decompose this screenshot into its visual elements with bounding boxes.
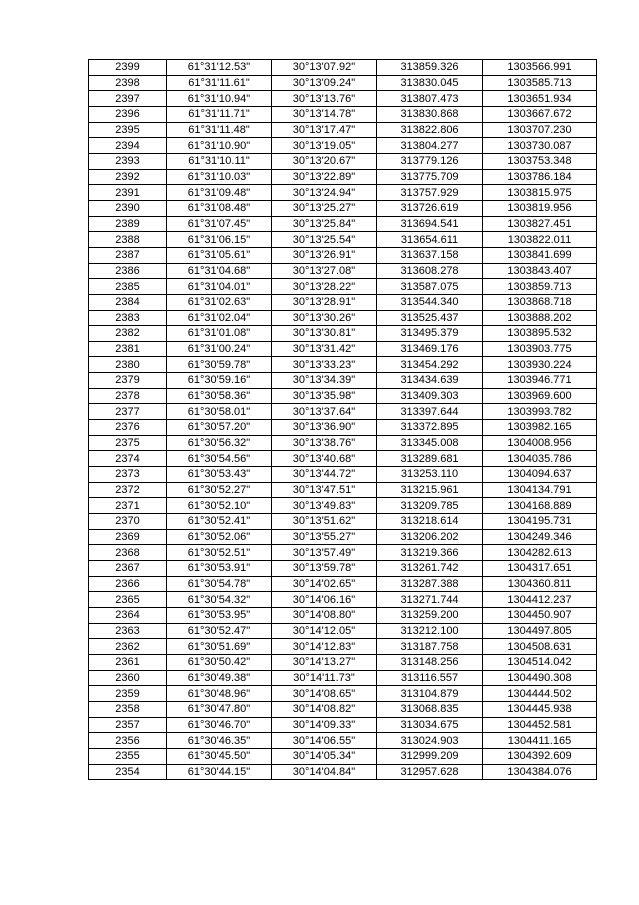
latitude-cell: 61°30'54.32" bbox=[167, 592, 272, 608]
point-number-cell: 2388 bbox=[89, 232, 167, 248]
longitude-cell: 30°14'08.65" bbox=[272, 686, 377, 702]
latitude-cell: 61°30'58.01" bbox=[167, 404, 272, 420]
point-number-cell: 2389 bbox=[89, 216, 167, 232]
longitude-cell: 30°13'31.42" bbox=[272, 341, 377, 357]
latitude-cell: 61°31'04.68" bbox=[167, 263, 272, 279]
point-number-cell: 2359 bbox=[89, 686, 167, 702]
y-coordinate-cell: 1303585.713 bbox=[483, 75, 597, 91]
point-number-cell: 2396 bbox=[89, 106, 167, 122]
y-coordinate-cell: 1304452.581 bbox=[483, 717, 597, 733]
y-coordinate-cell: 1303969.600 bbox=[483, 388, 597, 404]
x-coordinate-cell: 313397.644 bbox=[377, 404, 483, 420]
longitude-cell: 30°13'25.84" bbox=[272, 216, 377, 232]
point-number-cell: 2399 bbox=[89, 60, 167, 76]
y-coordinate-cell: 1303895.532 bbox=[483, 326, 597, 342]
point-number-cell: 2366 bbox=[89, 576, 167, 592]
longitude-cell: 30°13'28.22" bbox=[272, 279, 377, 295]
y-coordinate-cell: 1303888.202 bbox=[483, 310, 597, 326]
latitude-cell: 61°31'01.08" bbox=[167, 326, 272, 342]
x-coordinate-cell: 313024.903 bbox=[377, 733, 483, 749]
y-coordinate-cell: 1304508.631 bbox=[483, 639, 597, 655]
x-coordinate-cell: 313608.278 bbox=[377, 263, 483, 279]
table-row bbox=[89, 529, 597, 545]
point-number-cell: 2377 bbox=[89, 404, 167, 420]
point-number-cell: 2392 bbox=[89, 169, 167, 185]
point-number-cell: 2362 bbox=[89, 639, 167, 655]
x-coordinate-cell: 313218.614 bbox=[377, 514, 483, 530]
y-coordinate-cell: 1304035.786 bbox=[483, 451, 597, 467]
table-row bbox=[89, 686, 597, 702]
x-coordinate-cell: 313694.541 bbox=[377, 216, 483, 232]
latitude-cell: 61°30'49.38" bbox=[167, 670, 272, 686]
table-row bbox=[89, 545, 597, 561]
longitude-cell: 30°14'13.27" bbox=[272, 654, 377, 670]
longitude-cell: 30°13'30.26" bbox=[272, 310, 377, 326]
longitude-cell: 30°13'33.23" bbox=[272, 357, 377, 373]
latitude-cell: 61°30'53.43" bbox=[167, 467, 272, 483]
table-row bbox=[89, 748, 597, 764]
y-coordinate-cell: 1304195.731 bbox=[483, 514, 597, 530]
point-number-cell: 2367 bbox=[89, 561, 167, 577]
x-coordinate-cell: 313345.008 bbox=[377, 435, 483, 451]
point-number-cell: 2355 bbox=[89, 748, 167, 764]
y-coordinate-cell: 1303566.991 bbox=[483, 60, 597, 76]
y-coordinate-cell: 1304317.651 bbox=[483, 561, 597, 577]
latitude-cell: 61°30'50.42" bbox=[167, 654, 272, 670]
latitude-cell: 61°30'57.20" bbox=[167, 420, 272, 436]
y-coordinate-cell: 1303819.956 bbox=[483, 200, 597, 216]
x-coordinate-cell: 313116.557 bbox=[377, 670, 483, 686]
longitude-cell: 30°14'02.65" bbox=[272, 576, 377, 592]
point-number-cell: 2368 bbox=[89, 545, 167, 561]
latitude-cell: 61°30'56.32" bbox=[167, 435, 272, 451]
point-number-cell: 2387 bbox=[89, 247, 167, 263]
x-coordinate-cell: 313469.176 bbox=[377, 341, 483, 357]
longitude-cell: 30°13'22.89" bbox=[272, 169, 377, 185]
latitude-cell: 61°30'51.69" bbox=[167, 639, 272, 655]
y-coordinate-cell: 1303859.713 bbox=[483, 279, 597, 295]
table-row bbox=[89, 639, 597, 655]
longitude-cell: 30°13'27.08" bbox=[272, 263, 377, 279]
latitude-cell: 61°30'47.80" bbox=[167, 701, 272, 717]
y-coordinate-cell: 1303930.224 bbox=[483, 357, 597, 373]
latitude-cell: 61°31'10.11" bbox=[167, 153, 272, 169]
y-coordinate-cell: 1304514.042 bbox=[483, 654, 597, 670]
latitude-cell: 61°30'46.70" bbox=[167, 717, 272, 733]
y-coordinate-cell: 1303903.775 bbox=[483, 341, 597, 357]
longitude-cell: 30°13'07.92" bbox=[272, 60, 377, 76]
point-number-cell: 2385 bbox=[89, 279, 167, 295]
y-coordinate-cell: 1304094.637 bbox=[483, 467, 597, 483]
point-number-cell: 2378 bbox=[89, 388, 167, 404]
table-row bbox=[89, 404, 597, 420]
x-coordinate-cell: 313372.895 bbox=[377, 420, 483, 436]
longitude-cell: 30°13'55.27" bbox=[272, 529, 377, 545]
point-number-cell: 2382 bbox=[89, 326, 167, 342]
table-row bbox=[89, 169, 597, 185]
y-coordinate-cell: 1303822.011 bbox=[483, 232, 597, 248]
x-coordinate-cell: 313495.379 bbox=[377, 326, 483, 342]
point-number-cell: 2360 bbox=[89, 670, 167, 686]
latitude-cell: 61°30'44.15" bbox=[167, 764, 272, 780]
table-row bbox=[89, 232, 597, 248]
latitude-cell: 61°30'53.91" bbox=[167, 561, 272, 577]
latitude-cell: 61°30'52.27" bbox=[167, 482, 272, 498]
longitude-cell: 30°14'08.80" bbox=[272, 607, 377, 623]
longitude-cell: 30°14'09.33" bbox=[272, 717, 377, 733]
longitude-cell: 30°13'28.91" bbox=[272, 294, 377, 310]
x-coordinate-cell: 313859.326 bbox=[377, 60, 483, 76]
longitude-cell: 30°13'47.51" bbox=[272, 482, 377, 498]
table-row bbox=[89, 467, 597, 483]
table-row bbox=[89, 279, 597, 295]
table-row bbox=[89, 435, 597, 451]
longitude-cell: 30°13'38.76" bbox=[272, 435, 377, 451]
x-coordinate-cell: 313830.868 bbox=[377, 106, 483, 122]
y-coordinate-cell: 1304384.076 bbox=[483, 764, 597, 780]
longitude-cell: 30°14'08.82" bbox=[272, 701, 377, 717]
longitude-cell: 30°13'40.68" bbox=[272, 451, 377, 467]
longitude-cell: 30°13'49.83" bbox=[272, 498, 377, 514]
table-row bbox=[89, 294, 597, 310]
x-coordinate-cell: 313525.437 bbox=[377, 310, 483, 326]
table-row bbox=[89, 138, 597, 154]
y-coordinate-cell: 1303815.975 bbox=[483, 185, 597, 201]
point-number-cell: 2369 bbox=[89, 529, 167, 545]
latitude-cell: 61°31'04.01" bbox=[167, 279, 272, 295]
x-coordinate-cell: 313034.675 bbox=[377, 717, 483, 733]
x-coordinate-cell: 313757.929 bbox=[377, 185, 483, 201]
latitude-cell: 61°30'52.06" bbox=[167, 529, 272, 545]
y-coordinate-cell: 1304490.308 bbox=[483, 670, 597, 686]
longitude-cell: 30°14'12.83" bbox=[272, 639, 377, 655]
latitude-cell: 61°31'02.63" bbox=[167, 294, 272, 310]
x-coordinate-cell: 313587.075 bbox=[377, 279, 483, 295]
longitude-cell: 30°13'25.27" bbox=[272, 200, 377, 216]
longitude-cell: 30°13'37.64" bbox=[272, 404, 377, 420]
latitude-cell: 61°30'58.36" bbox=[167, 388, 272, 404]
y-coordinate-cell: 1304249.346 bbox=[483, 529, 597, 545]
x-coordinate-cell: 313206.202 bbox=[377, 529, 483, 545]
x-coordinate-cell: 313726.619 bbox=[377, 200, 483, 216]
table-row bbox=[89, 561, 597, 577]
longitude-cell: 30°13'20.67" bbox=[272, 153, 377, 169]
y-coordinate-cell: 1303827.451 bbox=[483, 216, 597, 232]
y-coordinate-cell: 1304392.609 bbox=[483, 748, 597, 764]
x-coordinate-cell: 313271.744 bbox=[377, 592, 483, 608]
latitude-cell: 61°31'09.48" bbox=[167, 185, 272, 201]
x-coordinate-cell: 313779.126 bbox=[377, 153, 483, 169]
point-number-cell: 2363 bbox=[89, 623, 167, 639]
point-number-cell: 2356 bbox=[89, 733, 167, 749]
table-row bbox=[89, 185, 597, 201]
table-row bbox=[89, 263, 597, 279]
longitude-cell: 30°14'04.84" bbox=[272, 764, 377, 780]
point-number-cell: 2393 bbox=[89, 153, 167, 169]
table-row bbox=[89, 576, 597, 592]
x-coordinate-cell: 312999.209 bbox=[377, 748, 483, 764]
table-row bbox=[89, 216, 597, 232]
table-row bbox=[89, 373, 597, 389]
latitude-cell: 61°31'10.90" bbox=[167, 138, 272, 154]
latitude-cell: 61°31'06.15" bbox=[167, 232, 272, 248]
latitude-cell: 61°30'59.16" bbox=[167, 373, 272, 389]
y-coordinate-cell: 1304412.237 bbox=[483, 592, 597, 608]
table-row bbox=[89, 607, 597, 623]
x-coordinate-cell: 313409.303 bbox=[377, 388, 483, 404]
latitude-cell: 61°30'52.47" bbox=[167, 623, 272, 639]
x-coordinate-cell: 313148.256 bbox=[377, 654, 483, 670]
y-coordinate-cell: 1304444.502 bbox=[483, 686, 597, 702]
y-coordinate-cell: 1303730.087 bbox=[483, 138, 597, 154]
x-coordinate-cell: 313259.200 bbox=[377, 607, 483, 623]
y-coordinate-cell: 1304008.956 bbox=[483, 435, 597, 451]
y-coordinate-cell: 1303667.672 bbox=[483, 106, 597, 122]
latitude-cell: 61°30'52.41" bbox=[167, 514, 272, 530]
point-number-cell: 2357 bbox=[89, 717, 167, 733]
longitude-cell: 30°13'30.81" bbox=[272, 326, 377, 342]
x-coordinate-cell: 313104.879 bbox=[377, 686, 483, 702]
table-row bbox=[89, 514, 597, 530]
latitude-cell: 61°31'11.48" bbox=[167, 122, 272, 138]
table-row bbox=[89, 357, 597, 373]
latitude-cell: 61°30'54.78" bbox=[167, 576, 272, 592]
point-number-cell: 2364 bbox=[89, 607, 167, 623]
point-number-cell: 2375 bbox=[89, 435, 167, 451]
y-coordinate-cell: 1303843.407 bbox=[483, 263, 597, 279]
point-number-cell: 2394 bbox=[89, 138, 167, 154]
point-number-cell: 2371 bbox=[89, 498, 167, 514]
point-number-cell: 2373 bbox=[89, 467, 167, 483]
point-number-cell: 2379 bbox=[89, 373, 167, 389]
table-row bbox=[89, 200, 597, 216]
table-row bbox=[89, 310, 597, 326]
x-coordinate-cell: 313822.806 bbox=[377, 122, 483, 138]
y-coordinate-cell: 1304134.791 bbox=[483, 482, 597, 498]
latitude-cell: 61°30'53.95" bbox=[167, 607, 272, 623]
latitude-cell: 61°30'54.56" bbox=[167, 451, 272, 467]
latitude-cell: 61°31'05.61" bbox=[167, 247, 272, 263]
x-coordinate-cell: 313289.681 bbox=[377, 451, 483, 467]
table-row bbox=[89, 122, 597, 138]
y-coordinate-cell: 1304450.907 bbox=[483, 607, 597, 623]
table-row bbox=[89, 733, 597, 749]
y-coordinate-cell: 1304282.613 bbox=[483, 545, 597, 561]
x-coordinate-cell: 313212.100 bbox=[377, 623, 483, 639]
point-number-cell: 2381 bbox=[89, 341, 167, 357]
longitude-cell: 30°13'35.98" bbox=[272, 388, 377, 404]
table-row bbox=[89, 153, 597, 169]
y-coordinate-cell: 1304445.938 bbox=[483, 701, 597, 717]
latitude-cell: 61°30'59.78" bbox=[167, 357, 272, 373]
x-coordinate-cell: 313219.366 bbox=[377, 545, 483, 561]
longitude-cell: 30°13'14.78" bbox=[272, 106, 377, 122]
x-coordinate-cell: 313187.758 bbox=[377, 639, 483, 655]
x-coordinate-cell: 313068.835 bbox=[377, 701, 483, 717]
x-coordinate-cell: 313544.340 bbox=[377, 294, 483, 310]
table-row bbox=[89, 701, 597, 717]
table-row bbox=[89, 717, 597, 733]
table-row bbox=[89, 654, 597, 670]
table-row bbox=[89, 592, 597, 608]
x-coordinate-cell: 312957.628 bbox=[377, 764, 483, 780]
table-row bbox=[89, 388, 597, 404]
latitude-cell: 61°30'52.51" bbox=[167, 545, 272, 561]
table-row bbox=[89, 498, 597, 514]
point-number-cell: 2372 bbox=[89, 482, 167, 498]
x-coordinate-cell: 313637.158 bbox=[377, 247, 483, 263]
y-coordinate-cell: 1304497.805 bbox=[483, 623, 597, 639]
latitude-cell: 61°30'46.35" bbox=[167, 733, 272, 749]
x-coordinate-cell: 313287.388 bbox=[377, 576, 483, 592]
longitude-cell: 30°13'59.78" bbox=[272, 561, 377, 577]
latitude-cell: 61°31'10.94" bbox=[167, 91, 272, 107]
point-number-cell: 2386 bbox=[89, 263, 167, 279]
point-number-cell: 2398 bbox=[89, 75, 167, 91]
latitude-cell: 61°31'12.53" bbox=[167, 60, 272, 76]
table-row bbox=[89, 623, 597, 639]
table-row bbox=[89, 75, 597, 91]
table-row bbox=[89, 420, 597, 436]
point-number-cell: 2374 bbox=[89, 451, 167, 467]
longitude-cell: 30°13'19.05" bbox=[272, 138, 377, 154]
coordinates-table-body bbox=[89, 60, 597, 780]
point-number-cell: 2384 bbox=[89, 294, 167, 310]
longitude-cell: 30°14'12.05" bbox=[272, 623, 377, 639]
longitude-cell: 30°13'57.49" bbox=[272, 545, 377, 561]
latitude-cell: 61°30'45.50" bbox=[167, 748, 272, 764]
point-number-cell: 2397 bbox=[89, 91, 167, 107]
point-number-cell: 2391 bbox=[89, 185, 167, 201]
longitude-cell: 30°14'11.73" bbox=[272, 670, 377, 686]
table-row bbox=[89, 451, 597, 467]
y-coordinate-cell: 1304168.889 bbox=[483, 498, 597, 514]
x-coordinate-cell: 313215.961 bbox=[377, 482, 483, 498]
longitude-cell: 30°13'25.54" bbox=[272, 232, 377, 248]
longitude-cell: 30°13'13.76" bbox=[272, 91, 377, 107]
longitude-cell: 30°13'17.47" bbox=[272, 122, 377, 138]
longitude-cell: 30°13'09.24" bbox=[272, 75, 377, 91]
latitude-cell: 61°31'10.03" bbox=[167, 169, 272, 185]
point-number-cell: 2365 bbox=[89, 592, 167, 608]
x-coordinate-cell: 313804.277 bbox=[377, 138, 483, 154]
longitude-cell: 30°14'06.16" bbox=[272, 592, 377, 608]
x-coordinate-cell: 313434.639 bbox=[377, 373, 483, 389]
latitude-cell: 61°31'11.61" bbox=[167, 75, 272, 91]
latitude-cell: 61°31'02.04" bbox=[167, 310, 272, 326]
x-coordinate-cell: 313654.611 bbox=[377, 232, 483, 248]
point-number-cell: 2383 bbox=[89, 310, 167, 326]
point-number-cell: 2376 bbox=[89, 420, 167, 436]
y-coordinate-cell: 1303707.230 bbox=[483, 122, 597, 138]
coordinates-table bbox=[88, 59, 597, 780]
point-number-cell: 2361 bbox=[89, 654, 167, 670]
y-coordinate-cell: 1303841.699 bbox=[483, 247, 597, 263]
y-coordinate-cell: 1303868.718 bbox=[483, 294, 597, 310]
table-row bbox=[89, 91, 597, 107]
y-coordinate-cell: 1304411.165 bbox=[483, 733, 597, 749]
latitude-cell: 61°31'08.48" bbox=[167, 200, 272, 216]
y-coordinate-cell: 1303982.165 bbox=[483, 420, 597, 436]
longitude-cell: 30°13'34.39" bbox=[272, 373, 377, 389]
point-number-cell: 2395 bbox=[89, 122, 167, 138]
table-row bbox=[89, 326, 597, 342]
table-row bbox=[89, 247, 597, 263]
y-coordinate-cell: 1303993.782 bbox=[483, 404, 597, 420]
latitude-cell: 61°31'07.45" bbox=[167, 216, 272, 232]
longitude-cell: 30°13'51.62" bbox=[272, 514, 377, 530]
x-coordinate-cell: 313807.473 bbox=[377, 91, 483, 107]
longitude-cell: 30°13'24.94" bbox=[272, 185, 377, 201]
longitude-cell: 30°13'44.72" bbox=[272, 467, 377, 483]
point-number-cell: 2358 bbox=[89, 701, 167, 717]
longitude-cell: 30°13'26.91" bbox=[272, 247, 377, 263]
longitude-cell: 30°14'06.55" bbox=[272, 733, 377, 749]
point-number-cell: 2380 bbox=[89, 357, 167, 373]
point-number-cell: 2370 bbox=[89, 514, 167, 530]
x-coordinate-cell: 313454.292 bbox=[377, 357, 483, 373]
x-coordinate-cell: 313261.742 bbox=[377, 561, 483, 577]
longitude-cell: 30°13'36.90" bbox=[272, 420, 377, 436]
x-coordinate-cell: 313209.785 bbox=[377, 498, 483, 514]
y-coordinate-cell: 1303786.184 bbox=[483, 169, 597, 185]
latitude-cell: 61°31'00.24" bbox=[167, 341, 272, 357]
table-row bbox=[89, 764, 597, 780]
table-row bbox=[89, 106, 597, 122]
x-coordinate-cell: 313830.045 bbox=[377, 75, 483, 91]
x-coordinate-cell: 313775.709 bbox=[377, 169, 483, 185]
latitude-cell: 61°31'11.71" bbox=[167, 106, 272, 122]
x-coordinate-cell: 313253.110 bbox=[377, 467, 483, 483]
y-coordinate-cell: 1304360.811 bbox=[483, 576, 597, 592]
table-row bbox=[89, 341, 597, 357]
latitude-cell: 61°30'52.10" bbox=[167, 498, 272, 514]
y-coordinate-cell: 1303946.771 bbox=[483, 373, 597, 389]
table-row bbox=[89, 60, 597, 76]
latitude-cell: 61°30'48.96" bbox=[167, 686, 272, 702]
table-row bbox=[89, 482, 597, 498]
longitude-cell: 30°14'05.34" bbox=[272, 748, 377, 764]
y-coordinate-cell: 1303753.348 bbox=[483, 153, 597, 169]
point-number-cell: 2390 bbox=[89, 200, 167, 216]
y-coordinate-cell: 1303651.934 bbox=[483, 91, 597, 107]
point-number-cell: 2354 bbox=[89, 764, 167, 780]
table-row bbox=[89, 670, 597, 686]
